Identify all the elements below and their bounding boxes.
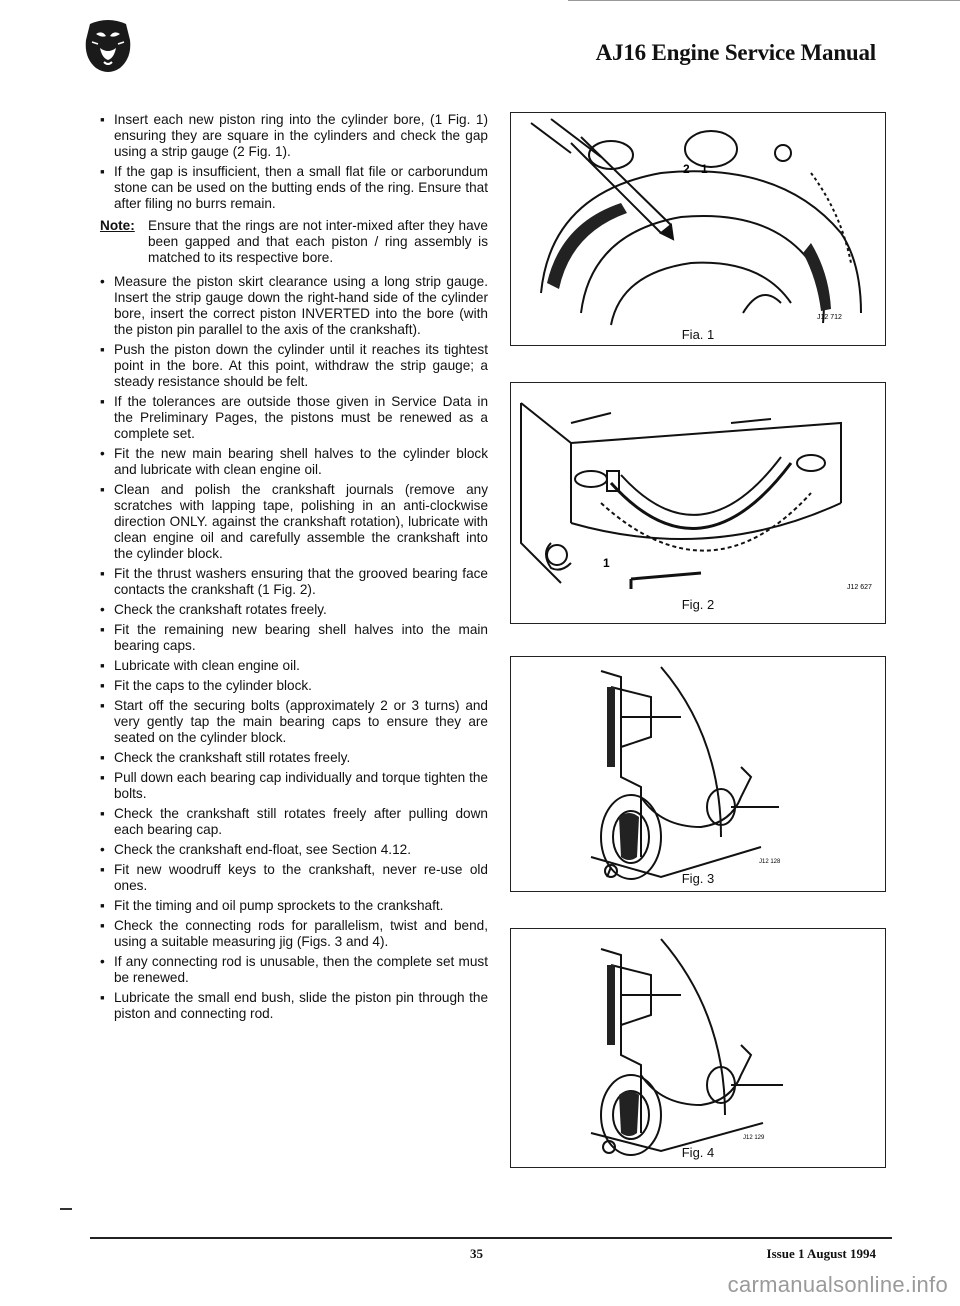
figure-1-callout-1: 1 [701,162,708,176]
instruction-item [100,770,488,802]
connecting-rod-jig-illustration-2 [511,929,885,1167]
figure-3-ref: J12 128 [759,859,781,865]
instruction-item [100,446,488,478]
instruction-text: Lubricate the small end bush, slide the piston pin through the piston and connecting rod. [114,990,488,1021]
figure-3 [510,656,886,892]
instruction-text: Measure the piston skirt clearance using a long strip gauge. Insert the strip gauge down the right-hand side of the cylinder bore, insert the correct piston INVERTED into the bore (with the piston pin parallel to the axis of the crankshaft). [114,274,488,337]
instruction-item [100,112,488,160]
jaguar-head-emblem-icon [80,18,136,76]
bullet-icon: ▪ [100,394,105,409]
bullet-icon: • [100,274,105,289]
page-number: 35 [470,1246,483,1261]
instruction-text: Check the crankshaft rotates freely. [114,602,327,617]
figure-1-ref: J12 712 [817,314,842,321]
bullet-icon: ▪ [100,566,105,581]
figure-2-caption: Fig. 2 [681,597,715,612]
figure-4 [510,928,886,1168]
instruction-text: Clean and polish the crankshaft journals (remove any scratches with lapping tape, polishing in an anti-clockwise direction ONLY. against the crankshaft rotation), lubricate with clean engine oil and carefully assemble the crankshaft into the cylinder block. [114,482,488,561]
bullet-icon: ▪ [100,112,105,127]
instruction-item [100,954,488,986]
bullet-icon: ▪ [100,918,105,933]
bullet-icon: ▪ [100,482,105,497]
top-rule [568,0,960,1]
instruction-item [100,164,488,212]
instruction-text: If any connecting rod is unusable, then the complete set must be renewed. [114,954,488,985]
instruction-item [100,806,488,838]
figure-2-ref: J12 627 [847,584,872,591]
instruction-item [100,482,488,562]
bullet-icon: ▪ [100,806,105,821]
instruction-item [100,622,488,654]
instruction-text: Start off the securing bolts (approximately 2 or 3 turns) and very gently tap the main bearing caps to ensure they are seated on the cylinder block. [114,698,488,745]
instruction-item [100,602,488,618]
bullet-icon: • [100,446,105,461]
figure-3-caption: Fig. 3 [681,871,715,886]
instruction-text: Check the crankshaft still rotates freely after pulling down each bearing cap. [114,806,488,837]
instruction-text: If the tolerances are outside those given in Service Data in the Preliminary Pages, the pistons must be renewed as a complete set. [114,394,488,441]
instruction-text: Fit the timing and oil pump sprockets to the crankshaft. [114,898,444,913]
bullet-icon: • [100,954,105,969]
instruction-item [100,678,488,694]
instruction-text: Check the crankshaft end-float, see Section 4.12. [114,842,411,857]
instruction-item [100,566,488,598]
bullet-icon: ▪ [100,698,105,713]
cylinder-bore-ring-gap-illustration [511,113,885,345]
bullet-icon: ▪ [100,862,105,877]
instruction-item [100,898,488,914]
bullet-icon: ▪ [100,770,105,785]
instruction-text: Pull down each bearing cap individually and torque tighten the bolts. [114,770,488,801]
instruction-text: Fit the new main bearing shell halves to the cylinder block and lubricate with clean engine oil. [114,446,488,477]
instruction-text: Check the crankshaft still rotates freely. [114,750,351,765]
bullet-icon: ▪ [100,164,105,179]
instruction-text: Check the connecting rods for parallelism, twist and bend, using a suitable measuring jig (Figs. 3 and 4). [114,918,488,949]
connecting-rod-jig-illustration-1 [511,657,885,891]
figure-1-caption: Fia. 1 [681,327,715,342]
figure-2-callout-1: 1 [603,556,610,570]
bullet-icon: • [100,842,105,857]
figure-4-caption: Fig. 4 [681,1145,715,1160]
instruction-text: Insert each new piston ring into the cylinder bore, (1 Fig. 1) ensuring they are square in the cylinders and check the gap using a strip gauge (2 Fig. 1). [114,112,488,159]
bullet-icon: ▪ [100,622,105,637]
bullet-icon: • [100,602,105,617]
instruction-text: If the gap is insufficient, then a small flat file or carborundum stone can be used on the butting ends of the ring. Ensure that after filing no burrs remain. [114,164,488,211]
bullet-icon: ▪ [100,678,105,693]
bullet-icon: ▪ [100,342,105,357]
footer-rule [90,1237,892,1239]
instruction-item [100,274,488,338]
figure-1 [510,112,886,346]
instruction-item [100,698,488,746]
instruction-text: Fit the thrust washers ensuring that the grooved bearing face contacts the crankshaft (1 Fig. 2). [114,566,488,597]
instruction-text: Lubricate with clean engine oil. [114,658,300,673]
note-text: Ensure that the rings are not inter-mixed after they have been gapped and that each piston / ring assembly is matched to its respective bore. [148,218,488,265]
instruction-text: Push the piston down the cylinder until it reaches its tightest point in the bore. At this point, withdraw the strip gauge; a steady resistance should be felt. [114,342,488,389]
thrust-washer-bearing-illustration [511,383,885,623]
instruction-text: Fit the caps to the cylinder block. [114,678,312,693]
instruction-item [100,658,488,674]
instruction-list [100,112,488,1026]
note-label: Note: [100,218,135,233]
instruction-item [100,342,488,390]
instruction-item [100,842,488,858]
instruction-item [100,918,488,950]
bullet-icon: ▪ [100,990,105,1005]
note [100,218,488,266]
instruction-item [100,862,488,894]
bullet-icon: ▪ [100,750,105,765]
instruction-text: Fit new woodruff keys to the crankshaft, never re-use old ones. [114,862,488,893]
figure-4-ref: J12 129 [743,1135,765,1141]
instruction-text: Fit the remaining new bearing shell halves into the main bearing caps. [114,622,488,653]
margin-mark [60,1208,72,1210]
instruction-item [100,394,488,442]
instruction-item [100,750,488,766]
instruction-item [100,990,488,1022]
issue-date: Issue 1 August 1994 [766,1246,876,1261]
bullet-icon: ▪ [100,898,105,913]
figure-2 [510,382,886,624]
bullet-icon: ▪ [100,658,105,673]
watermark: carmanualsonline.info [727,1272,948,1297]
manual-title: AJ16 Engine Service Manual [595,40,876,65]
figure-1-callout-2: 2 [683,162,690,176]
